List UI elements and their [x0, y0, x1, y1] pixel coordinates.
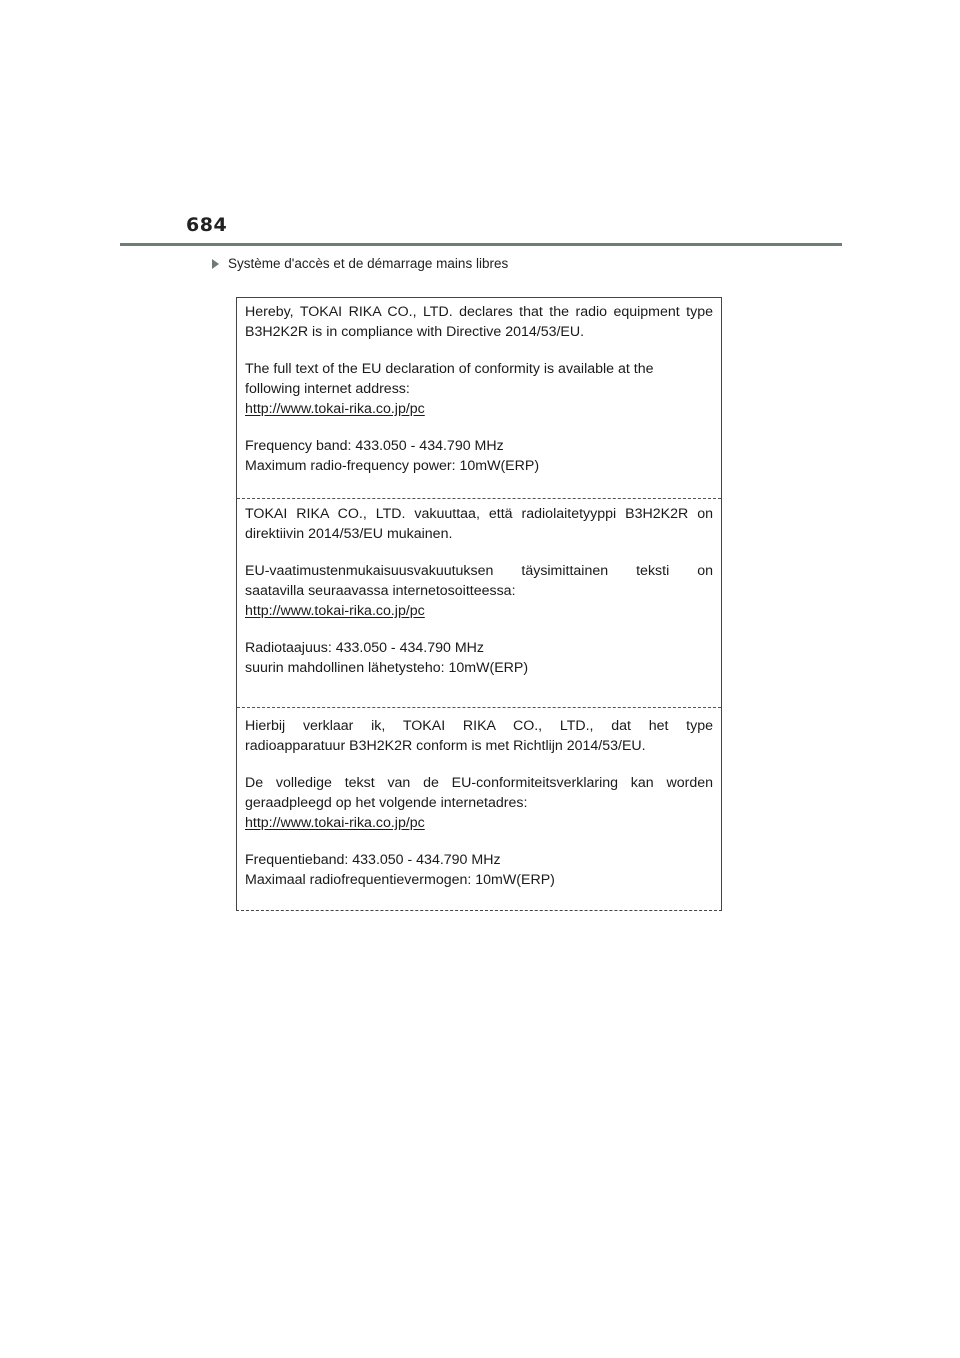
- declaration-line: B3H2K2R is in compliance with Directive 2014/53/EU.: [245, 324, 585, 340]
- declaration-line: EU-vaatimustenmukaisuusvakuutuksen täysimittainen teksti on: [245, 563, 713, 579]
- declaration-line: radioapparatuur B3H2K2R conform is met Richtlijn 2014/53/EU.: [245, 738, 646, 754]
- section-divider: [237, 707, 721, 708]
- declaration-line: geraadpleegd op het volgende internetadres:: [245, 795, 528, 811]
- section-title-text: Système d'accès et de démarrage mains libres: [228, 256, 509, 271]
- declaration-line: The full text of the EU declaration of conformity is available at the: [245, 361, 654, 377]
- declaration-line: direktiivin 2014/53/EU mukainen.: [245, 526, 453, 542]
- triangle-bullet-icon: [212, 259, 219, 269]
- max-power: Maximum radio-frequency power: 10mW(ERP): [245, 458, 540, 474]
- section-title: [212, 256, 508, 271]
- declaration-english: [245, 302, 713, 476]
- section-divider: [237, 498, 721, 499]
- declaration-box: [236, 297, 722, 911]
- declaration-dutch: [245, 716, 713, 890]
- declaration-link[interactable]: http://www.tokai-rika.co.jp/pc: [245, 401, 425, 417]
- max-power: suurin mahdollinen lähetysteho: 10mW(ERP): [245, 660, 529, 676]
- declaration-link[interactable]: http://www.tokai-rika.co.jp/pc: [245, 815, 425, 831]
- declaration-line: Hierbij verklaar ik, TOKAI RIKA CO., LTD., dat het type: [245, 718, 713, 734]
- declaration-finnish: [245, 504, 713, 678]
- declaration-line: De volledige tekst van de EU-conformiteitsverklaring kan worden: [245, 775, 713, 791]
- max-power: Maximaal radiofrequentievermogen: 10mW(ERP): [245, 872, 555, 888]
- declaration-line: saatavilla seuraavassa internetosoitteessa:: [245, 583, 516, 599]
- page-number: 684: [186, 214, 228, 236]
- declaration-line: TOKAI RIKA CO., LTD. vakuuttaa, että radiolaitetyyppi B3H2K2R on: [245, 506, 713, 522]
- frequency-band: Frequency band: 433.050 - 434.790 MHz: [245, 438, 504, 454]
- frequency-band: Radiotaajuus: 433.050 - 434.790 MHz: [245, 640, 484, 656]
- declaration-line: Hereby, TOKAI RIKA CO., LTD. declares that the radio equipment type: [245, 304, 713, 320]
- header-rule: [120, 243, 842, 246]
- declaration-line: following internet address:: [245, 381, 410, 397]
- declaration-link[interactable]: http://www.tokai-rika.co.jp/pc: [245, 603, 425, 619]
- frequency-band: Frequentieband: 433.050 - 434.790 MHz: [245, 852, 501, 868]
